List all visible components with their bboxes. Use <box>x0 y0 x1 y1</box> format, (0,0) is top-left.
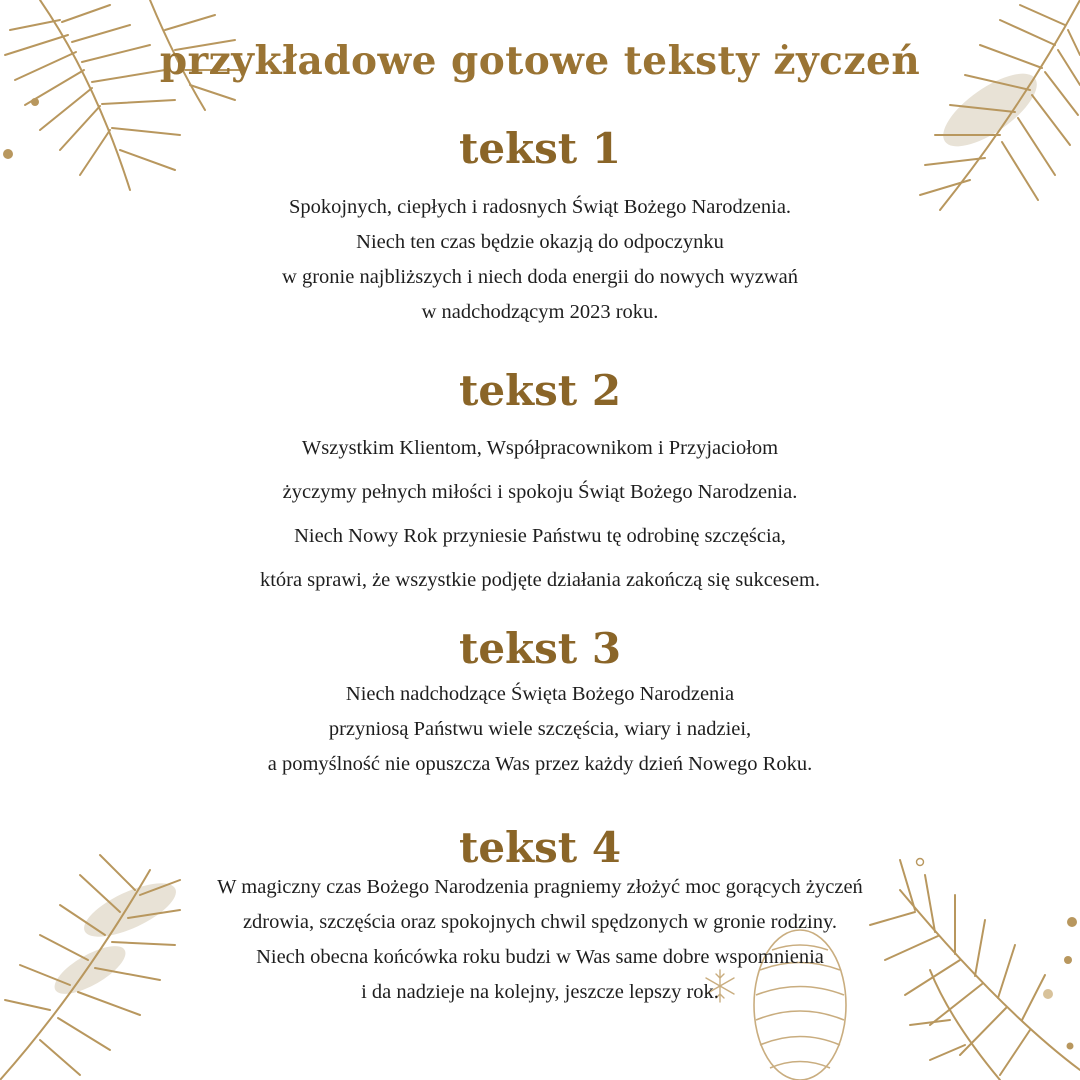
text-line: i da nadzieje na kolejny, jeszcze lepszy rok. <box>361 981 719 1003</box>
text-line: Niech ten czas będzie okazją do odpoczynku <box>356 231 724 253</box>
text-line: a pomyślność nie opuszcza Was przez każdy dzień Nowego Roku. <box>267 753 813 775</box>
text-line: Niech obecna końcówka roku budzi w Was same dobre wspomnienia <box>256 946 824 968</box>
text-line: Niech Nowy Rok przyniesie Państwu tę odrobinę szczęścia, <box>294 525 786 547</box>
section-heading-3: tekst 3 <box>458 624 622 673</box>
text-line: W magiczny czas Bożego Narodzenia pragniemy złożyć moc gorących życzeń <box>217 876 863 898</box>
text-line: w gronie najbliższych i niech doda energii do nowych wyzwań <box>282 266 798 288</box>
text-line: Niech nadchodzące Święta Bożego Narodzenia <box>345 683 735 705</box>
page-title: przykładowe gotowe teksty życzeń <box>159 38 921 84</box>
section-heading-4: tekst 4 <box>458 823 622 872</box>
section-heading-2: tekst 2 <box>458 366 622 415</box>
section-body-2 <box>0 426 1080 602</box>
section-heading-1: tekst 1 <box>458 124 622 173</box>
text-line: Spokojnych, ciepłych i radosnych Świąt Bożego Narodzenia. <box>288 196 792 218</box>
text-line: zdrowia, szczęścia oraz spokojnych chwil spędzonych w gronie rodziny. <box>242 911 838 933</box>
text-line: życzymy pełnych miłości i spokoju Świąt Bożego Narodzenia. <box>282 481 798 503</box>
section-body-1 <box>0 190 1080 330</box>
text-line: w nadchodzącym 2023 roku. <box>421 301 659 323</box>
section-body-4 <box>0 870 1080 1010</box>
text-line: przyniosą Państwu wiele szczęścia, wiary i nadziei, <box>328 718 752 740</box>
text-line: Wszystkim Klientom, Współpracownikom i Przyjaciołom <box>301 437 779 459</box>
text-line: która sprawi, że wszystkie podjęte działania zakończą się sukcesem. <box>259 569 821 591</box>
section-body-3 <box>0 677 1080 782</box>
